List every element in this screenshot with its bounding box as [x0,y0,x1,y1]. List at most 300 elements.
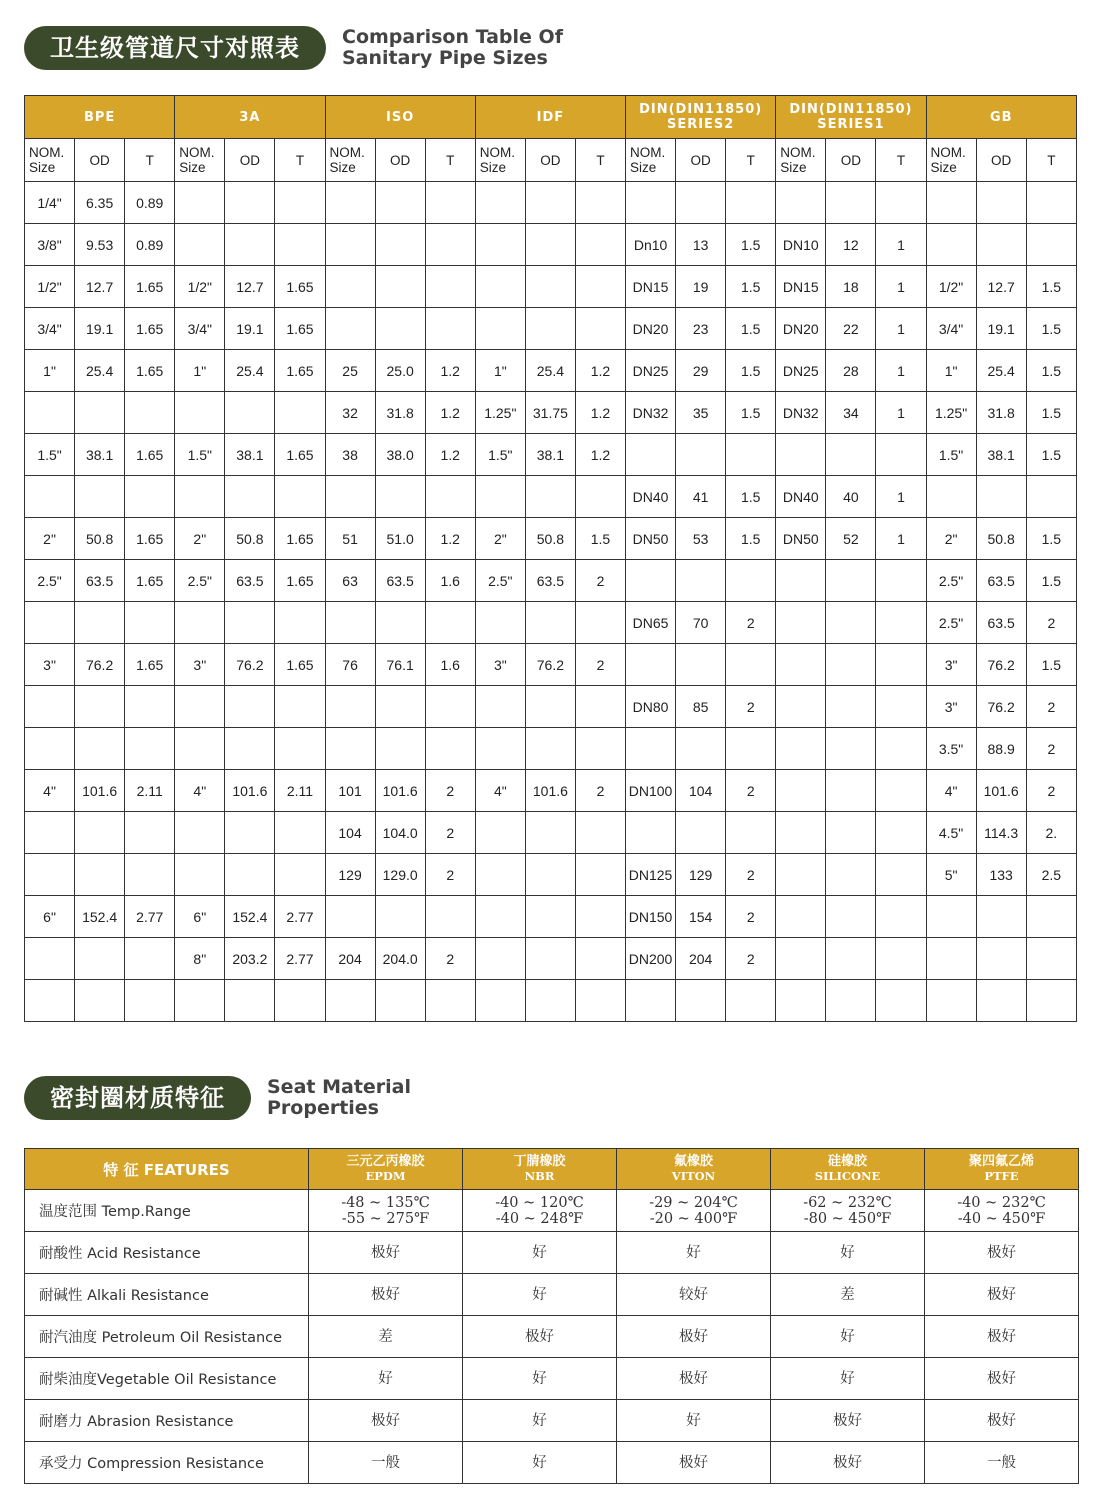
t-cell [125,476,175,518]
nom-size-cell [626,812,676,854]
rating-cell: -48 ~ 135℃ -55 ~ 275℉ [309,1190,463,1232]
od-cell [375,728,425,770]
od-cell [826,896,876,938]
rating-cell: 极好 [463,1316,617,1358]
t-cell: 1.6 [425,560,475,602]
od-cell: 129.0 [375,854,425,896]
od-cell [676,434,726,476]
od-cell [375,896,425,938]
t-cell [575,938,625,980]
nom-size-cell [776,812,826,854]
od-cell [75,728,125,770]
nom-size-cell [776,434,826,476]
nom-size-cell: 76 [325,644,375,686]
t-cell [125,812,175,854]
nom-size-cell: 2.5" [25,560,75,602]
od-cell [525,476,575,518]
od-cell [976,938,1026,980]
t-cell: 2 [575,644,625,686]
nom-size-cell: 2.5" [475,560,525,602]
od-cell [375,266,425,308]
nom-size-cell: 4" [475,770,525,812]
t-cell [575,896,625,938]
od-cell: 76.2 [75,644,125,686]
nom-size-cell [325,308,375,350]
nom-size-cell [475,938,525,980]
od-cell [375,224,425,266]
od-cell: 63.5 [375,560,425,602]
t-cell: 1.2 [575,392,625,434]
table-row [25,980,1077,1022]
t-cell: 2. [1026,812,1076,854]
nom-size-cell: DN50 [776,518,826,560]
material-name-en: NBR [524,1169,555,1183]
nom-size-header: NOM. Size [325,139,375,182]
od-cell: 38.1 [75,434,125,476]
nom-size-cell [175,812,225,854]
nom-size-cell [776,980,826,1022]
od-cell [225,854,275,896]
od-cell: 101.6 [225,770,275,812]
t-cell: 1 [876,308,926,350]
t-cell [726,980,776,1022]
nom-size-cell [926,980,976,1022]
t-cell: 1.65 [275,350,325,392]
t-cell: 1.2 [575,434,625,476]
section-title-en-line1: Comparison Table Of [342,26,563,48]
od-cell: 76.2 [525,644,575,686]
section-title-en-line2: Sanitary Pipe Sizes [342,47,548,69]
od-cell: 76.2 [225,644,275,686]
od-header: OD [826,139,876,182]
od-cell: 31.8 [976,392,1026,434]
t-header: T [575,139,625,182]
nom-size-cell [325,476,375,518]
t-cell [275,602,325,644]
od-cell [976,182,1026,224]
od-cell: 19.1 [75,308,125,350]
od-cell [225,182,275,224]
t-cell: 1.5 [726,350,776,392]
od-cell [375,602,425,644]
od-cell: 25.4 [75,350,125,392]
nom-size-header: NOM. Size [776,139,826,182]
t-header: T [425,139,475,182]
table-row [25,602,1077,644]
nom-size-cell [626,644,676,686]
nom-size-cell [776,728,826,770]
t-cell [125,392,175,434]
t-cell: 1.5 [726,392,776,434]
od-cell [676,182,726,224]
t-cell: 2 [726,602,776,644]
feature-name: 耐柴油度Vegetable Oil Resistance [25,1358,309,1400]
nom-size-cell: DN32 [626,392,676,434]
t-cell [425,476,475,518]
rating-cell: 好 [309,1358,463,1400]
od-cell [525,182,575,224]
nom-size-cell: 1" [475,350,525,392]
rating-cell: -62 ~ 232℃ -80 ~ 450℉ [771,1190,925,1232]
t-cell [575,686,625,728]
nom-size-cell: 204 [325,938,375,980]
t-cell: 2 [726,854,776,896]
od-cell [225,728,275,770]
od-cell [375,686,425,728]
table-row [25,266,1077,308]
nom-size-cell: DN40 [626,476,676,518]
material-name-cn: 氟橡胶 [673,1154,713,1169]
rating-cell: 较好 [617,1274,771,1316]
nom-size-cell [475,476,525,518]
od-cell: 104.0 [375,812,425,854]
table-row [25,476,1077,518]
od-cell [676,812,726,854]
t-cell [575,980,625,1022]
nom-size-cell [325,980,375,1022]
od-cell [75,602,125,644]
t-cell [575,476,625,518]
t-cell: 1.65 [275,644,325,686]
nom-size-cell: 1" [25,350,75,392]
t-cell [275,476,325,518]
nom-size-cell [926,938,976,980]
t-cell [1026,980,1076,1022]
nom-size-cell [25,854,75,896]
t-cell [125,686,175,728]
nom-size-cell: 1/2" [926,266,976,308]
nom-size-cell: DN10 [776,224,826,266]
od-cell [826,812,876,854]
od-cell: 34 [826,392,876,434]
t-cell: 1.65 [125,560,175,602]
od-cell: 6.35 [75,182,125,224]
table-row [25,308,1077,350]
t-cell: 0.89 [125,224,175,266]
od-cell [225,392,275,434]
od-cell: 63.5 [75,560,125,602]
nom-size-cell: DN25 [626,350,676,392]
t-cell [876,728,926,770]
nom-size-cell [175,392,225,434]
t-cell [275,182,325,224]
t-cell [275,392,325,434]
t-cell: 2 [575,560,625,602]
t-cell [575,602,625,644]
nom-size-cell [325,266,375,308]
t-cell: 1.5 [1026,266,1076,308]
nom-size-cell: 2.5" [926,560,976,602]
rating-cell: 一般 [925,1442,1079,1484]
table-row [25,728,1077,770]
od-cell: 51.0 [375,518,425,560]
section-title-cn: 密封圈材质特征 [24,1076,251,1120]
t-cell: 1.2 [425,518,475,560]
nom-size-cell [475,728,525,770]
t-cell: 1.6 [425,644,475,686]
t-cell: 1.5 [726,518,776,560]
nom-size-cell: 4" [926,770,976,812]
od-cell: 101.6 [525,770,575,812]
od-cell: 50.8 [225,518,275,560]
t-cell [575,854,625,896]
nom-size-cell [475,224,525,266]
t-cell: 1.2 [425,434,475,476]
nom-size-cell [175,224,225,266]
t-cell: 1.65 [125,518,175,560]
nom-size-cell [475,266,525,308]
material-header [309,1149,463,1190]
od-cell: 12.7 [976,266,1026,308]
t-cell: 1.5 [726,308,776,350]
od-cell: 101.6 [75,770,125,812]
t-cell: 2.77 [125,896,175,938]
od-cell: 12.7 [75,266,125,308]
nom-size-header: NOM. Size [175,139,225,182]
t-cell [876,686,926,728]
t-cell [125,728,175,770]
t-header: T [726,139,776,182]
od-cell: 31.75 [525,392,575,434]
od-cell [826,434,876,476]
material-name-cn: 硅橡胶 [827,1154,867,1169]
od-cell [826,854,876,896]
table-row [25,896,1077,938]
t-cell: 1.5 [726,266,776,308]
t-cell [275,812,325,854]
table-row [25,1190,1079,1232]
nom-size-cell [175,980,225,1022]
nom-size-cell [25,686,75,728]
od-cell: 152.4 [75,896,125,938]
material-name-cn: 聚四氟乙烯 [968,1154,1034,1169]
od-cell [525,728,575,770]
t-cell [726,182,776,224]
nom-size-cell: 1/4" [25,182,75,224]
table-row [25,1400,1079,1442]
t-cell: 1.2 [575,350,625,392]
rating-cell: 好 [617,1232,771,1274]
t-cell [275,224,325,266]
nom-size-cell: DN32 [776,392,826,434]
od-header: OD [976,139,1026,182]
nom-size-cell: 8" [175,938,225,980]
t-cell: 2 [726,896,776,938]
t-cell [876,980,926,1022]
rating-cell: 差 [309,1316,463,1358]
section-title-en-line1: Seat Material [267,1076,412,1098]
od-header: OD [676,139,726,182]
t-cell [425,182,475,224]
od-cell: 25.4 [525,350,575,392]
nom-size-cell: 2.5" [926,602,976,644]
t-cell: 1 [876,392,926,434]
od-cell [225,224,275,266]
t-cell: 2.11 [275,770,325,812]
rating-cell: 好 [617,1400,771,1442]
t-cell [876,854,926,896]
t-cell: 1.65 [275,518,325,560]
feature-name: 耐汽油度 Petroleum Oil Resistance [25,1316,309,1358]
t-cell [425,266,475,308]
nom-size-cell: 2" [475,518,525,560]
t-cell: 2 [1026,770,1076,812]
od-cell [826,560,876,602]
t-cell [125,980,175,1022]
od-cell: 129 [676,854,726,896]
t-header: T [125,139,175,182]
section-title-en [342,27,563,69]
nom-size-cell: DN20 [776,308,826,350]
nom-size-cell [776,560,826,602]
table-row [25,770,1077,812]
t-cell: 1.2 [425,350,475,392]
nom-size-cell: 32 [325,392,375,434]
nom-size-cell: 2.5" [175,560,225,602]
od-cell [225,686,275,728]
t-cell: 2 [726,686,776,728]
t-cell [425,896,475,938]
od-cell [375,980,425,1022]
t-cell [575,308,625,350]
od-cell [525,896,575,938]
nom-size-cell [325,182,375,224]
t-cell: 2 [425,854,475,896]
t-cell [425,980,475,1022]
t-cell: 1 [876,224,926,266]
table-row [25,434,1077,476]
od-cell [75,686,125,728]
t-cell: 2 [425,812,475,854]
t-cell [876,602,926,644]
t-cell [726,644,776,686]
nom-size-cell: DN200 [626,938,676,980]
rating-cell: -40 ~ 120℃ -40 ~ 248℉ [463,1190,617,1232]
rating-cell: 极好 [771,1400,925,1442]
t-cell [876,812,926,854]
nom-size-cell: 1.25" [475,392,525,434]
od-cell: 114.3 [976,812,1026,854]
t-cell [275,980,325,1022]
rating-cell: 极好 [617,1358,771,1400]
nom-size-cell: DN150 [626,896,676,938]
table-row [25,686,1077,728]
t-cell: 1.65 [125,350,175,392]
t-cell: 1 [876,350,926,392]
od-cell: 63.5 [225,560,275,602]
od-cell: 19.1 [976,308,1026,350]
t-cell: 2 [726,770,776,812]
nom-size-cell: 1.5" [175,434,225,476]
od-cell: 25.4 [225,350,275,392]
od-cell [676,644,726,686]
od-cell [75,854,125,896]
nom-size-cell [25,728,75,770]
nom-size-cell [325,224,375,266]
nom-size-cell: 3" [926,644,976,686]
od-cell: 63.5 [976,560,1026,602]
od-cell [525,686,575,728]
nom-size-cell [25,602,75,644]
nom-size-cell [475,812,525,854]
rating-cell: 极好 [771,1442,925,1484]
od-cell: 25.0 [375,350,425,392]
t-cell: 1 [876,266,926,308]
t-cell: 1.65 [275,266,325,308]
od-cell [826,938,876,980]
t-cell [1026,476,1076,518]
t-cell: 1.2 [425,392,475,434]
od-header: OD [525,139,575,182]
od-cell: 204.0 [375,938,425,980]
od-cell: 22 [826,308,876,350]
nom-size-cell: 3" [25,644,75,686]
nom-size-cell: 1.5" [475,434,525,476]
od-cell [525,980,575,1022]
t-cell: 2 [1026,602,1076,644]
table-row [25,224,1077,266]
od-cell [826,644,876,686]
od-cell: 53 [676,518,726,560]
table-row [25,1442,1079,1484]
material-name-en: PTFE [984,1169,1019,1183]
nom-size-cell: 1/2" [175,266,225,308]
nom-size-cell: 5" [926,854,976,896]
material-name-en: SILICONE [814,1169,881,1183]
od-cell [525,266,575,308]
rating-cell: 极好 [925,1358,1079,1400]
nom-size-cell: 6" [25,896,75,938]
table-row [25,854,1077,896]
rating-cell: 好 [771,1358,925,1400]
nom-size-cell [25,476,75,518]
t-cell [575,728,625,770]
t-cell [425,602,475,644]
nom-size-cell: DN25 [776,350,826,392]
feature-name: 承受力 Compression Resistance [25,1442,309,1484]
od-cell: 40 [826,476,876,518]
od-cell [75,392,125,434]
nom-size-cell [25,938,75,980]
od-cell: 50.8 [525,518,575,560]
od-cell: 70 [676,602,726,644]
od-cell [225,812,275,854]
od-cell [676,560,726,602]
table-row [25,644,1077,686]
nom-size-cell: 38 [325,434,375,476]
nom-size-cell [175,476,225,518]
od-cell [826,182,876,224]
nom-size-cell [626,560,676,602]
od-cell [676,980,726,1022]
nom-size-cell [475,182,525,224]
od-cell: 133 [976,854,1026,896]
od-cell: 76.1 [375,644,425,686]
t-cell: 1.65 [275,434,325,476]
rating-cell: -40 ~ 232℃ -40 ~ 450℉ [925,1190,1079,1232]
od-cell: 38.1 [525,434,575,476]
od-cell: 88.9 [976,728,1026,770]
standard-header-din-series1: DIN(DIN11850) SERIES1 [776,96,926,139]
od-cell [525,854,575,896]
standards-header-row [25,96,1077,139]
od-cell [676,728,726,770]
nom-size-cell: DN20 [626,308,676,350]
od-cell: 101.6 [375,770,425,812]
feature-name: 温度范围 Temp.Range [25,1190,309,1232]
material-name-en: EPDM [365,1169,406,1183]
nom-size-cell [776,686,826,728]
